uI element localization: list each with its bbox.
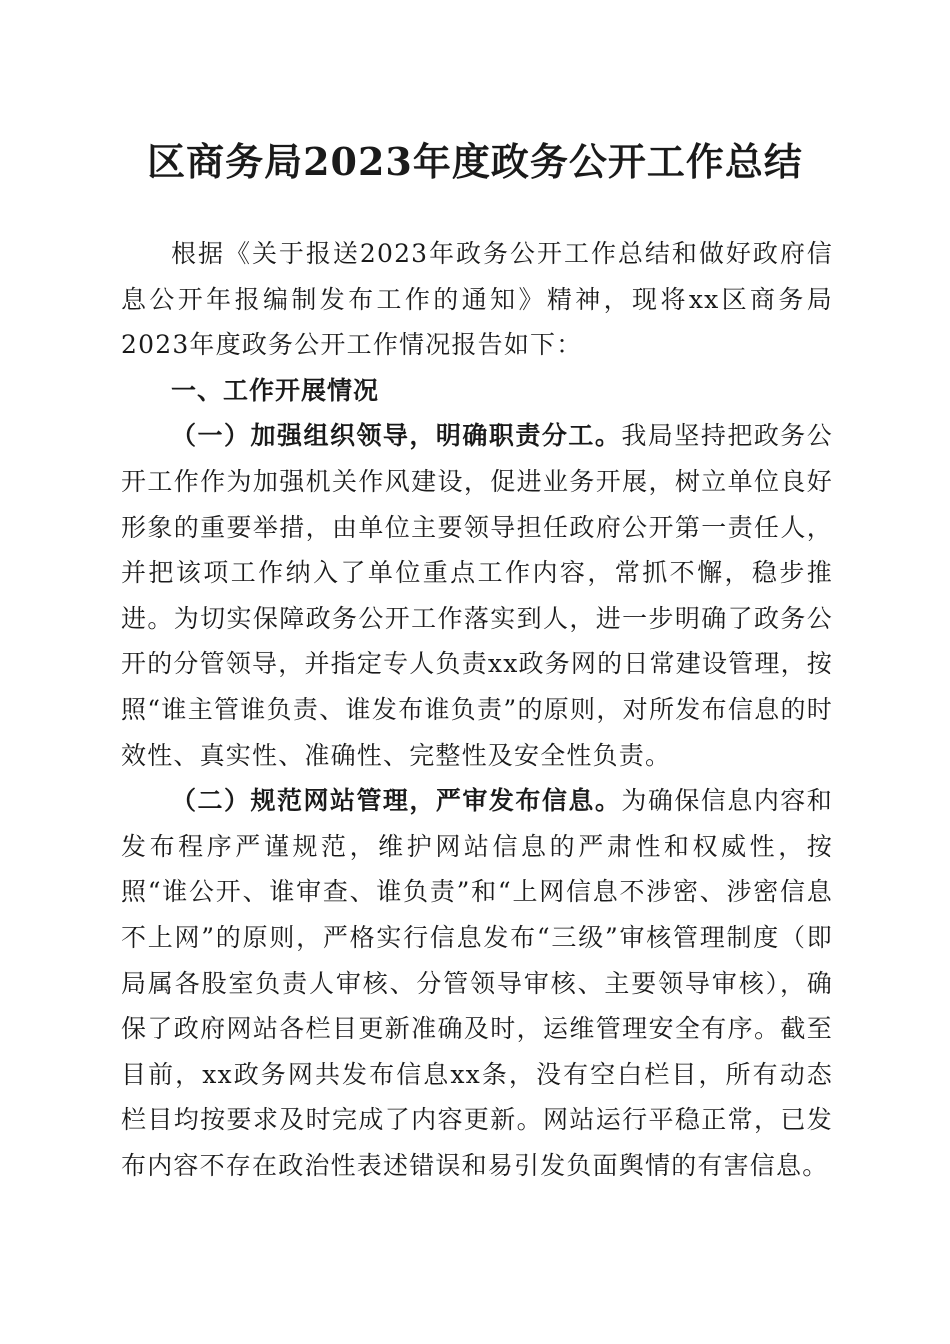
document-title: 区商务局2023年度政务公开工作总结: [147, 139, 803, 184]
paragraph-text: 为确保信息内容和发布程序严谨规范，维护网站信息的严肃性和权威性，按照“谁公开、谁审查、谁负责”和“上网信息不涉密、涉密信息不上网”的原则，严格实行信息发布“三级”审核管理制度（即局属各股室负责人审核、分管领导审核、主要领导审核），确保了政府网站各栏目更新准确及时，运维管理安全有序。截至目前，xx政务网共发布信息xx条，没有空白栏目，所有动态栏目均按要求及时完成了内容更新。网站运行平稳正常，已发布内容不存在政治性表述错误和易引发负面舆情的有害信息。: [121, 786, 833, 1180]
document-body: [121, 231, 833, 1188]
paragraph-lead: （一）加强组织领导，明确职责分工。: [171, 421, 622, 451]
paragraph-text: 我局坚持把政务公开工作作为加强机关作风建设，促进业务开展，树立单位良好形象的重要举措，由单位主要领导担任政府公开第一责任人，并把该项工作纳入了单位重点工作内容，常抓不懈，稳步推进。为切实保障政务公开工作落实到人，进一步明确了政务公开的分管领导，并指定专人负责xx政务网的日常建设管理，按照“谁主管谁负责、谁发布谁负责”的原则，对所发布信息的时效性、真实性、准确性、完整性及安全性负责。: [121, 421, 833, 770]
paragraph-website-management: [121, 778, 833, 1188]
intro-paragraph: 根据《关于报送2023年政务公开工作总结和做好政府信息公开年报编制发布工作的通知》精神，现将xx区商务局2023年度政务公开工作情况报告如下：: [121, 239, 833, 360]
paragraph-organization-leadership: [121, 413, 833, 778]
paragraph-lead: （二）规范网站管理，严审发布信息。: [171, 786, 622, 816]
section-heading-work-progress: 一、工作开展情况: [171, 375, 380, 405]
